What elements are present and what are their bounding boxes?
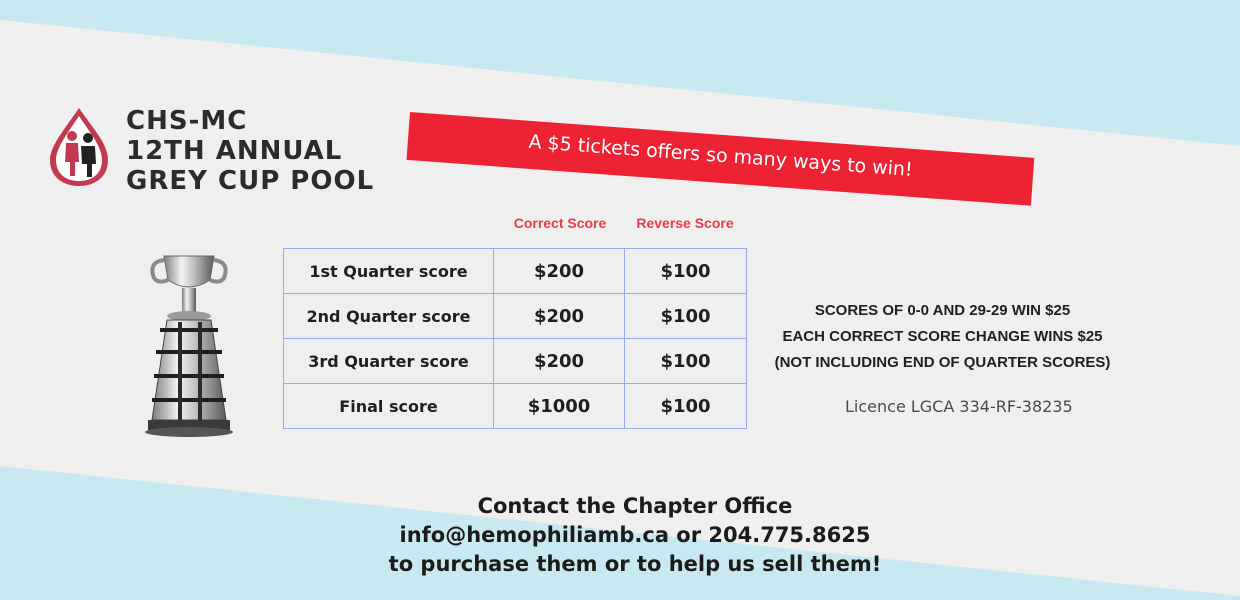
- contact-heading: Contact the Chapter Office: [477, 494, 793, 518]
- correct-prize: $200: [494, 294, 625, 339]
- row-label: 2nd Quarter score: [284, 294, 494, 339]
- contact-details: info@hemophiliamb.ca or 204.775.8625: [399, 523, 871, 547]
- reverse-prize: $100: [625, 339, 747, 384]
- row-label: Final score: [284, 384, 494, 429]
- reverse-prize: $100: [625, 384, 747, 429]
- bonus-rules: [760, 298, 1125, 376]
- rule-line-3: (NOT INCLUDING END OF QUARTER SCORES): [774, 354, 1111, 371]
- table-row: [284, 294, 747, 339]
- table-row: [284, 339, 747, 384]
- rule-line-2: EACH CORRECT SCORE CHANGE WINS $25: [782, 328, 1103, 345]
- grey-cup-trophy-icon: [134, 250, 244, 440]
- promo-ribbon-text: A $5 tickets offers so many ways to win!: [527, 130, 914, 181]
- title-line-3: GREY CUP POOL: [126, 166, 375, 196]
- correct-prize: $1000: [494, 384, 625, 429]
- drop-with-people-icon: [44, 104, 114, 188]
- contact-info: [330, 492, 940, 579]
- reverse-prize: $100: [625, 249, 747, 294]
- row-label: 1st Quarter score: [284, 249, 494, 294]
- row-label: 3rd Quarter score: [284, 339, 494, 384]
- correct-prize: $200: [494, 339, 625, 384]
- reverse-score-header: Reverse Score: [636, 215, 734, 231]
- rule-line-1: SCORES OF 0-0 AND 29-29 WIN $25: [814, 302, 1071, 319]
- correct-prize: $200: [494, 249, 625, 294]
- prize-table: [283, 248, 747, 429]
- title-line-1: CHS-MC: [126, 106, 248, 136]
- correct-score-header: Correct Score: [513, 215, 607, 231]
- licence-number: Licence LGCA 334-RF-38235: [845, 397, 1073, 416]
- contact-call-to-action: to purchase them or to help us sell them!: [388, 552, 882, 576]
- reverse-prize: $100: [625, 294, 747, 339]
- title-line-2: 12TH ANNUAL: [126, 136, 343, 166]
- table-row: [284, 249, 747, 294]
- table-row: [284, 384, 747, 429]
- event-title: [126, 106, 374, 196]
